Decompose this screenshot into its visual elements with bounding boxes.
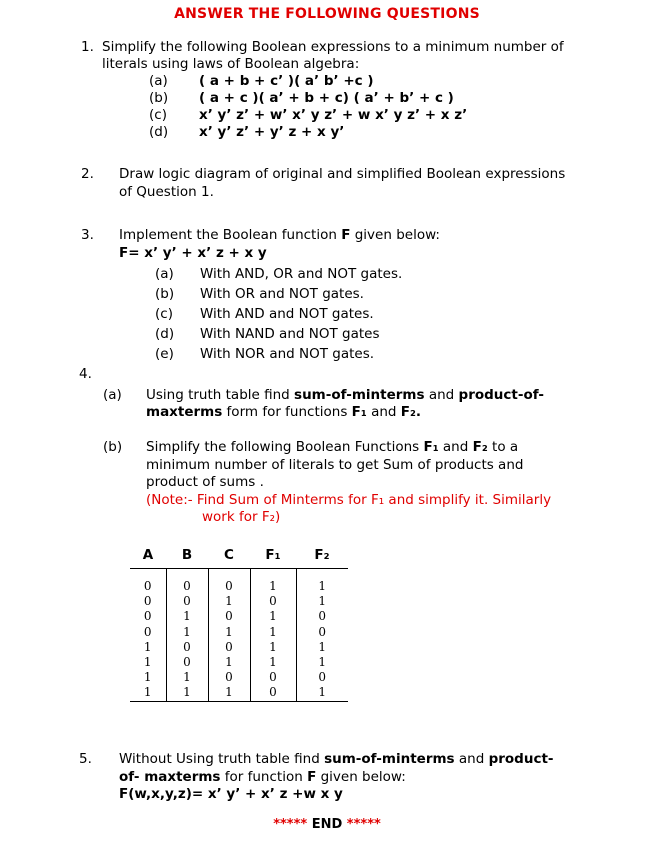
q2-text-line1: Draw logic diagram of original and simplified Boolean expressions xyxy=(119,166,566,182)
cell-b: 1 xyxy=(166,625,208,640)
q4a-line1 xyxy=(146,387,544,403)
q3-text-pre: Implement the Boolean function xyxy=(119,227,342,243)
q5-t2: and xyxy=(454,751,489,767)
q4a-b4: F₁ xyxy=(351,404,367,420)
q4b-b1: F₁ xyxy=(423,439,439,455)
cell-c: 1 xyxy=(208,685,250,701)
cell-f2: 0 xyxy=(296,670,348,685)
end-stars-left: ***** xyxy=(273,817,308,832)
q5-function: F(w,x,y,z)= x’ y’ + x’ z +w x y xyxy=(119,786,343,802)
q4a-t1: Using truth table find xyxy=(146,387,295,403)
q4b-line1 xyxy=(146,439,518,455)
q3-item-e-text: With NOR and NOT gates. xyxy=(200,346,375,362)
cell-f1: 1 xyxy=(250,569,296,595)
q3-item-d-label: (d) xyxy=(155,326,175,342)
q1-item-d-expr: x’ y’ z’ + y’ z + x y’ xyxy=(199,124,345,140)
q4a-b3: maxterms xyxy=(146,404,223,420)
cell-c: 0 xyxy=(208,569,250,595)
cell-f1: 1 xyxy=(250,625,296,640)
q4b-t1: Simplify the following Boolean Functions xyxy=(146,439,424,455)
q4a-line2 xyxy=(146,404,421,420)
cell-b: 0 xyxy=(166,640,208,655)
q4b-b2: F₂ xyxy=(472,439,488,455)
q4-number: 4. xyxy=(79,366,92,382)
truth-table-body xyxy=(130,569,348,702)
q3-item-a-text: With AND, OR and NOT gates. xyxy=(200,266,403,282)
q3-item-b-text: With OR and NOT gates. xyxy=(200,286,364,302)
q1-item-d-label: (d) xyxy=(149,124,169,140)
table-row xyxy=(130,625,348,640)
cell-f1: 1 xyxy=(250,640,296,655)
end-word: END xyxy=(307,817,347,832)
q4b-label: (b) xyxy=(103,439,123,455)
q3-text xyxy=(119,227,440,243)
table-row xyxy=(130,685,348,701)
table-row xyxy=(130,609,348,624)
q5-line2 xyxy=(119,769,406,785)
cell-c: 0 xyxy=(208,670,250,685)
cell-b: 1 xyxy=(166,609,208,624)
q5-t1: Without Using truth table find xyxy=(119,751,325,767)
cell-b: 1 xyxy=(166,685,208,701)
q3-number: 3. xyxy=(81,227,94,243)
cell-a: 1 xyxy=(143,639,152,654)
cell-f2: 1 xyxy=(296,569,348,595)
q4b-t3: to a xyxy=(487,439,519,455)
cell-a: 0 xyxy=(143,594,152,609)
cell-b: 0 xyxy=(166,655,208,670)
q3-item-d-text: With NAND and NOT gates xyxy=(200,326,380,342)
q5-b2: product- xyxy=(488,751,554,767)
cell-f2: 1 xyxy=(296,640,348,655)
q3-item-c-text: With AND and NOT gates. xyxy=(200,306,374,322)
q5-b1: sum-of-minterms xyxy=(324,751,455,767)
q3-item-c-label: (c) xyxy=(155,306,173,322)
cell-c: 1 xyxy=(208,594,250,609)
cell-f1: 0 xyxy=(250,670,296,685)
q4a-label: (a) xyxy=(103,387,122,403)
header-c: C xyxy=(208,542,250,569)
q3-item-e-label: (e) xyxy=(155,346,174,362)
table-row xyxy=(130,670,348,685)
q3-text-bold: F xyxy=(341,227,351,243)
page-title: ANSWER THE FOLLOWING QUESTIONS xyxy=(174,6,480,22)
cell-a: 1 xyxy=(143,655,152,670)
cell-f2: 0 xyxy=(296,625,348,640)
cell-c: 0 xyxy=(208,640,250,655)
q4b-note-line2: work for F₂) xyxy=(202,509,281,525)
q4b-line2: minimum number of literals to get Sum of products and xyxy=(146,457,524,473)
q4a-b2: product-of- xyxy=(458,387,544,403)
cell-a: 0 xyxy=(143,624,152,639)
q3-item-b-label: (b) xyxy=(155,286,175,302)
truth-table-header-row xyxy=(130,542,348,569)
end-marker xyxy=(0,817,654,832)
end-stars-right: ***** xyxy=(346,817,381,832)
q1-text-line2: literals using laws of Boolean algebra: xyxy=(102,56,360,72)
q4b-note-line1: (Note:- Find Sum of Minterms for F₁ and simplify it. Similarly xyxy=(146,492,552,508)
q4a-b5: F₂. xyxy=(400,404,422,420)
q1-item-a-label: (a) xyxy=(149,73,168,89)
q4b-t2: and xyxy=(438,439,473,455)
cell-f1: 0 xyxy=(250,594,296,609)
cell-b: 0 xyxy=(166,569,208,595)
header-f1: F₁ xyxy=(250,542,296,569)
cell-b: 1 xyxy=(166,670,208,685)
cell-f2: 1 xyxy=(296,655,348,670)
q3-function: F= x’ y’ + x’ z + x y xyxy=(119,245,267,261)
q3-text-post: given below: xyxy=(350,227,440,243)
q1-item-a-expr: ( a + b + c’ )( a’ b’ +c ) xyxy=(199,73,374,89)
q4a-t2: and xyxy=(424,387,459,403)
cell-f1: 1 xyxy=(250,609,296,624)
q1-text-line1: Simplify the following Boolean expressions to a minimum number of xyxy=(102,39,564,55)
header-b: B xyxy=(166,542,208,569)
table-row xyxy=(130,640,348,655)
q3-item-a-label: (a) xyxy=(155,266,174,282)
q4b-line3: product of sums . xyxy=(146,474,264,490)
header-f2: F₂ xyxy=(296,542,348,569)
cell-f2: 1 xyxy=(296,685,348,701)
cell-c: 1 xyxy=(208,655,250,670)
q5-line1 xyxy=(119,751,554,767)
q5-t4: given below: xyxy=(316,769,406,785)
q1-item-c-label: (c) xyxy=(149,107,167,123)
q5-number: 5. xyxy=(79,751,92,767)
q5-t3: for function xyxy=(220,769,308,785)
q5-b4: F xyxy=(307,769,317,785)
cell-f2: 1 xyxy=(296,594,348,609)
q1-number: 1. xyxy=(81,39,94,55)
q1-item-c-expr: x’ y’ z’ + w’ x’ y z’ + w x’ y z’ + x z’ xyxy=(199,107,468,123)
cell-a: 1 xyxy=(143,685,152,700)
q4a-b1: sum-of-minterms xyxy=(294,387,425,403)
q4a-t4: and xyxy=(366,404,401,420)
cell-b: 0 xyxy=(166,594,208,609)
q2-text-line2: of Question 1. xyxy=(119,184,214,200)
cell-f1: 1 xyxy=(250,655,296,670)
cell-c: 0 xyxy=(208,609,250,624)
q4a-t3: form for functions xyxy=(222,404,352,420)
cell-a: 0 xyxy=(143,609,152,624)
q5-b3: of- maxterms xyxy=(119,769,221,785)
table-row xyxy=(130,569,348,595)
cell-f1: 0 xyxy=(250,685,296,701)
truth-table xyxy=(130,542,348,702)
cell-a: 1 xyxy=(143,670,152,685)
header-a: A xyxy=(130,542,166,569)
cell-c: 1 xyxy=(208,625,250,640)
table-row xyxy=(130,655,348,670)
table-row xyxy=(130,594,348,609)
q2-number: 2. xyxy=(81,166,94,182)
q1-item-b-expr: ( a + c )( a’ + b + c) ( a’ + b’ + c ) xyxy=(199,90,454,106)
q1-item-b-label: (b) xyxy=(149,90,169,106)
cell-f2: 0 xyxy=(296,609,348,624)
cell-a: 0 xyxy=(143,579,152,594)
